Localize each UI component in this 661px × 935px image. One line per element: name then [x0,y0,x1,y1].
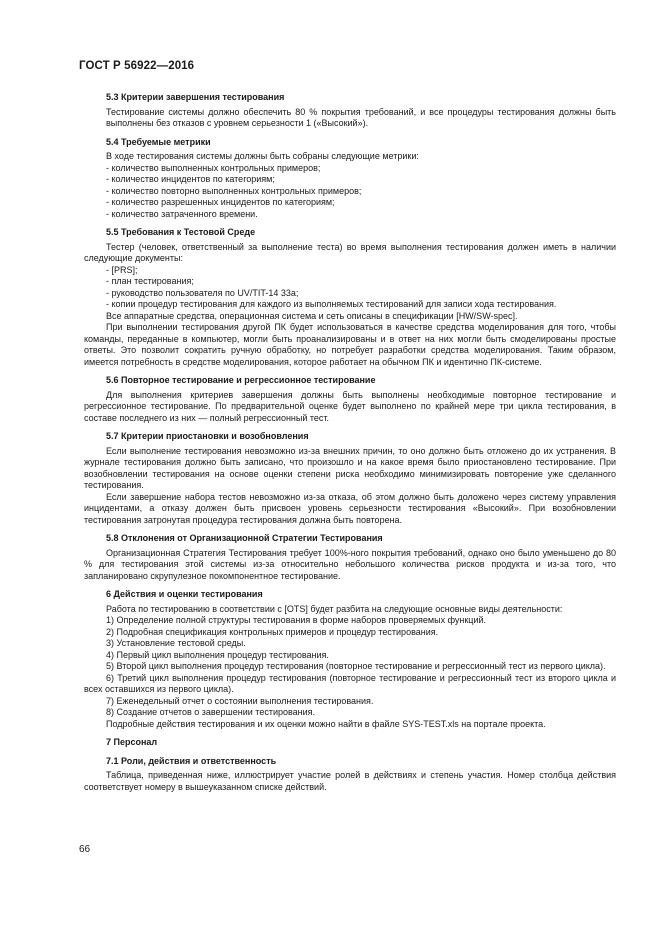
section-heading: 7.1 Роли, действия и ответственность [106,755,277,766]
list-item: - план тестирования; [106,276,194,286]
paragraph: Подробные действия тестирования и их оценки можно найти в файле SYS-TEST.xls на портале проекта. [106,718,546,729]
paragraph: Если выполнение тестирования невозможно из-за внешних причин, то оно должно быть отложено до их устранения. В журнале тестирования должно быть записано, что произошло и на какое время было приостановлено тестирование. При возобновлении тестирования на основе оценки степени риска необходимо минимизировать повторение уже сделанного тестирования. [84,445,616,490]
section-heading: 5.4 Требуемые метрики [106,136,211,147]
section-heading: 7 Персонал [106,737,158,747]
list-item: - количество выполненных контрольных примеров; [106,162,321,173]
paragraph: При выполнении тестирования другой ПК будет использоваться в качестве средства моделирования для того, чтобы команды, переданные в компьютер, могли быть проанализированы и в ответ на них могли быть смоделированы простые ответы. Это позволит сократить ручную обработку, но потребует разработки средства моделирования. Таким образом, имеется потребность в средстве моделирования, которое работает на обычном ПК и идентично ПК-системе. [84,322,616,367]
section-heading: 5.6 Повторное тестирование и регрессионное тестирование [106,375,376,385]
paragraph: Организационная Стратегия Тестирования требует 100%-ного покрытия требований, однако оно было уменьшено до 80 % для тестирования этой системы из-за относительно небольшого количества рисков продукта и из-за того, что запланировано скрупулезное покомпонентное тестирование. [84,547,616,581]
section-heading: 5.3 Критерии завершения тестирования [106,92,285,102]
list-item: - количество повторно выполненных контрольных примеров; [106,185,362,196]
paragraph: Тестирование системы должно обеспечить 80 % покрытия требований, и все процедуры тестирования должны быть выполнены без отказов с уровнем серьезности 1 («Высокий»). [106,106,616,128]
section-5-6 [84,375,616,424]
list-item: - руководство пользователя по UV/TIT-14 33a; [106,287,299,298]
section-5-8 [84,533,616,582]
page-number: 66 [79,844,91,855]
list-item: 8) Создание отчетов о завершении тестирования. [106,707,316,717]
list-item: 3) Установление тестовой среды. [106,638,246,648]
paragraph: Таблица, приведенная ниже, иллюстрирует участие ролей в действиях и степень участия. Номер столбца действия соответствует номеру в вышеуказанном списке действий. [84,770,616,792]
list-item: - количество затраченного времени. [106,208,258,219]
list-item: 6) Третий цикл выполнения процедур тестирования (повторное тестирование и регрессионный тест из второго цикла и всех оставшихся из первого цикла). [84,672,616,694]
paragraph: Все аппаратные средства, операционная система и сеть описаны в спецификации [HW/SW-spec]. [106,310,518,321]
paragraph: Работа по тестированию в соответствии с [OTS] будет разбита на следующие основные виды деятельности: [106,603,563,614]
section-5-7 [84,431,616,526]
paragraph: Тестер (человек, ответственный за выполнение теста) во время выполнения тестирования должен иметь в наличии следующие документы: [84,241,616,263]
list-item: 1) Определение полной структуры тестирования в форме наборов проверяемых функций. [106,615,486,625]
section-5-3 [106,92,616,130]
list-item: 4) Первый цикл выполнения процедур тестирования. [106,649,329,660]
standard-designation: ГОСТ Р 56922—2016 [79,60,195,72]
section-heading: 5.5 Требования к Тестовой Среде [106,227,256,237]
list-item: - копии процедур тестирования для каждого из выполняемых тестирований для записи хода тестирования. [106,299,557,309]
list-item: 5) Второй цикл выполнения процедур тестирования (повторное тестирование и регрессионный тест из первого цикла). [106,661,606,671]
section-6 [84,589,616,730]
list-item: - [PRS]; [106,264,138,275]
section-heading: 5.8 Отклонения от Организационной Стратегии Тестирования [106,533,383,543]
section-7 [106,737,616,749]
section-heading: 6 Действия и оценки тестирования [106,589,263,599]
paragraph: Если завершение набора тестов невозможно из-за отказа, об этом должно быть доложено через систему управления инцидентами, а отказу должен быть присвоен уровень серьезности тестирования «Высокий». При возобновлении тестирования затронутая процедура тестирования должна быть повторена. [84,491,616,525]
list-item: 7) Еженедельный отчет о состоянии выполнения тестирования. [106,695,374,706]
section-7-1 [84,755,616,794]
section-heading: 5.7 Критерии приостановки и возобновления [106,431,309,441]
paragraph: В ходе тестирования системы должны быть собраны следующие метрики: [106,151,419,161]
section-5-4 [106,137,616,221]
list-item: - количество разрешенных инцидентов по категориям; [106,197,335,207]
list-item: 2) Подробная спецификация контрольных примеров и процедур тестирования. [106,626,439,637]
paragraph: Для выполнения критериев завершения должны быть выполнены необходимые повторное тестирование и регрессионное тестирование. По предварительной оценке будет выполнено по крайней мере три цикла тестирования, в составе последнего из них — полный регрессионный тест. [84,389,616,423]
section-5-5 [84,227,616,368]
document-body [84,92,616,800]
list-item: - количество инцидентов по категориям; [106,174,275,184]
